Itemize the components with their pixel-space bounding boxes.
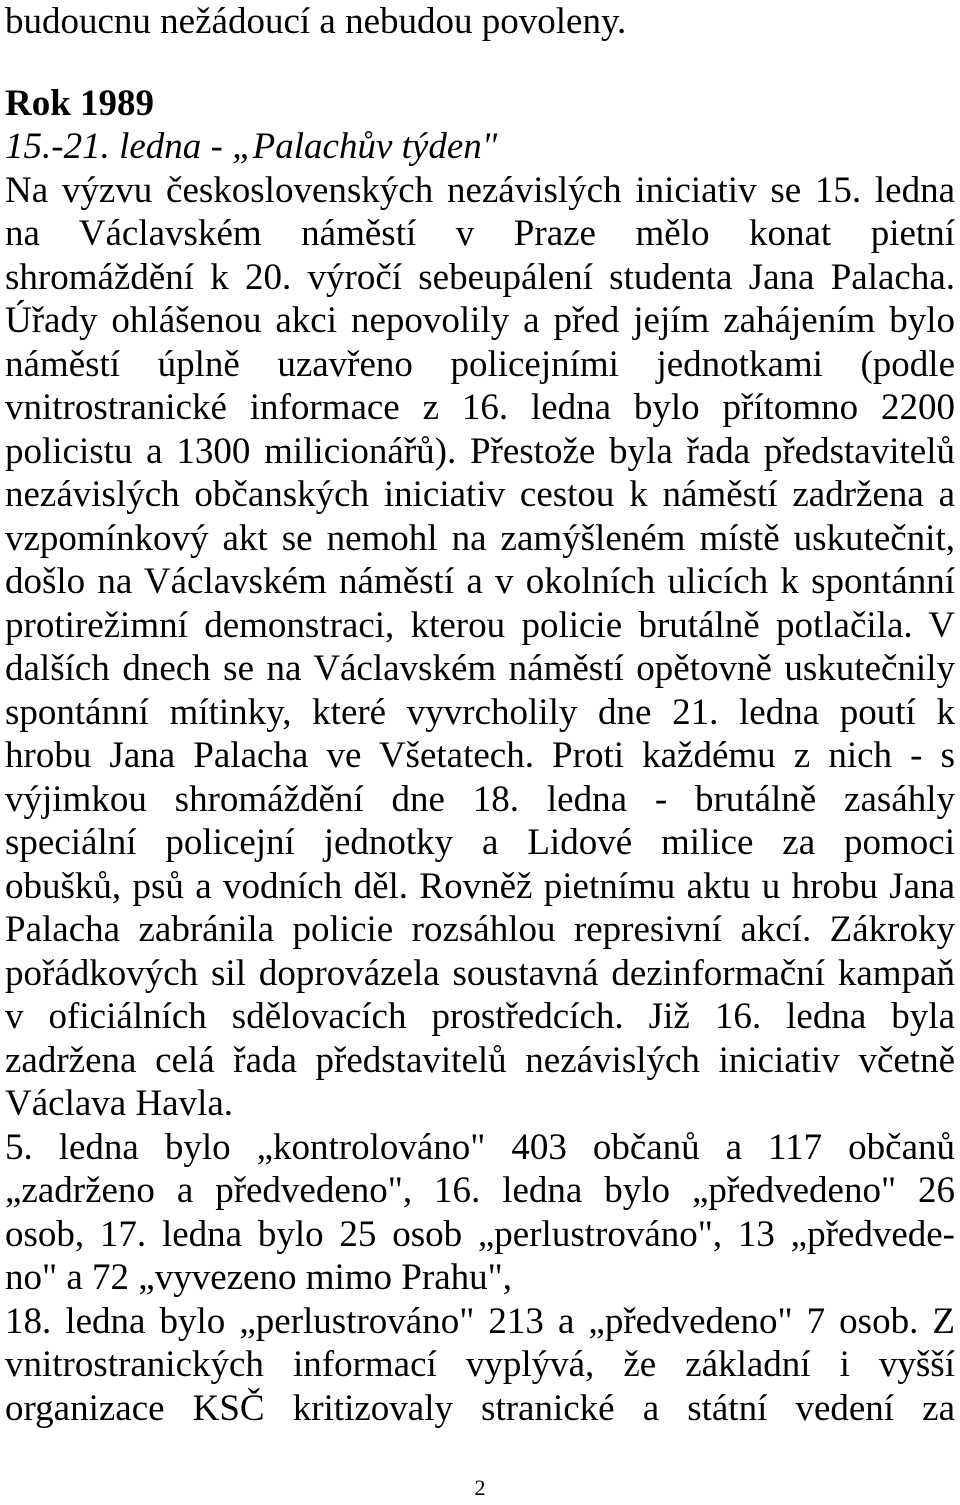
page-number: 2 xyxy=(474,1475,486,1500)
body-line: 18. ledna bylo „perlustrováno" 213 a „předvedeno" 7 osob. Z xyxy=(5,1300,955,1342)
body-line: „zadrženo a předvedeno", 16. ledna bylo „předvedeno" 26 xyxy=(5,1170,955,1211)
body-line: Palacha zabránila policie rozsáhlou represivní akcí. Zákroky xyxy=(5,909,955,950)
body-line: Na výzvu československých nezávislých iniciativ se 15. ledna xyxy=(5,169,955,211)
body-line: Úřady ohlášenou akci nepovolily a před jejím zahájením bylo xyxy=(5,300,955,341)
body-line: v oficiálních sdělovacích prostředcích. Již 16. ledna byla xyxy=(5,996,955,1037)
paragraph-2 xyxy=(5,1126,955,1300)
body-line: policistu a 1300 milicionářů). Přestože byla řada představitelů xyxy=(5,430,955,472)
section-heading: Rok 1989 xyxy=(5,82,155,124)
body-line: zadržena celá řada představitelů nezávislých iniciativ včetně xyxy=(5,1039,955,1081)
blank-line xyxy=(5,44,955,82)
body-line: vnitrostranické informace z 16. ledna bylo přítomno 2200 xyxy=(5,387,955,428)
body-line: pořádkových sil doprovázela soustavná dezinformační kampaň xyxy=(5,952,955,994)
body-line: shromáždění k 20. výročí sebeupálení studenta Jana Palacha. xyxy=(5,256,955,298)
body-line: dalších dnech se na Václavském náměstí opětovně uskutečnily xyxy=(5,648,955,689)
intro-line: budoucnu nežádoucí a nebudou povoleny. xyxy=(5,1,627,42)
body-line: na Václavském náměstí v Praze mělo konat pietní xyxy=(5,213,955,254)
paragraph-1 xyxy=(5,169,955,1126)
body-line: osob, 17. ledna bylo 25 osob „perlustrováno", 13 „předvede- xyxy=(5,1213,955,1255)
body-line: nezávislých občanských iniciativ cestou k náměstí zadržena a xyxy=(5,474,955,515)
body-line: spontánní mítinky, které vyvrcholily dne 21. ledna poutí k xyxy=(5,691,955,733)
body-line: speciální policejní jednotky a Lidové milice za pomoci xyxy=(5,822,955,863)
section-subheading: 15.-21. ledna - „Palachův týden" xyxy=(5,126,498,167)
body-line: náměstí úplně uzavřeno policejními jednotkami (podle xyxy=(5,343,955,385)
body-line: obušků, psů a vodních děl. Rovněž pietnímu aktu u hrobu Jana xyxy=(5,865,955,907)
body-line: výjimkou shromáždění dne 18. ledna - brutálně zasáhly xyxy=(5,778,955,820)
body-line: došlo na Václavském náměstí a v okolních ulicích k spontánní xyxy=(5,561,955,602)
body-line: vnitrostranických informací vyplývá, že základní i vyšší xyxy=(5,1344,955,1385)
body-line: vzpomínkový akt se nemohl na zamýšleném místě uskutečnit, xyxy=(5,517,955,559)
body-line: Václava Havla. xyxy=(5,1083,234,1124)
body-line: no" a 72 „vyvezeno mimo Prahu", xyxy=(5,1257,512,1298)
document-body xyxy=(5,0,955,1430)
paragraph-3 xyxy=(5,1300,955,1431)
body-line: 5. ledna bylo „kontrolováno" 403 občanů a 117 občanů xyxy=(5,1126,955,1168)
body-line: hrobu Jana Palacha ve Všetatech. Proti každému z nich - s xyxy=(5,735,955,776)
body-line: protirežimní demonstraci, kterou policie brutálně potlačila. V xyxy=(5,604,955,646)
body-line: organizace KSČ kritizovaly stranické a státní vedení za xyxy=(5,1387,955,1429)
